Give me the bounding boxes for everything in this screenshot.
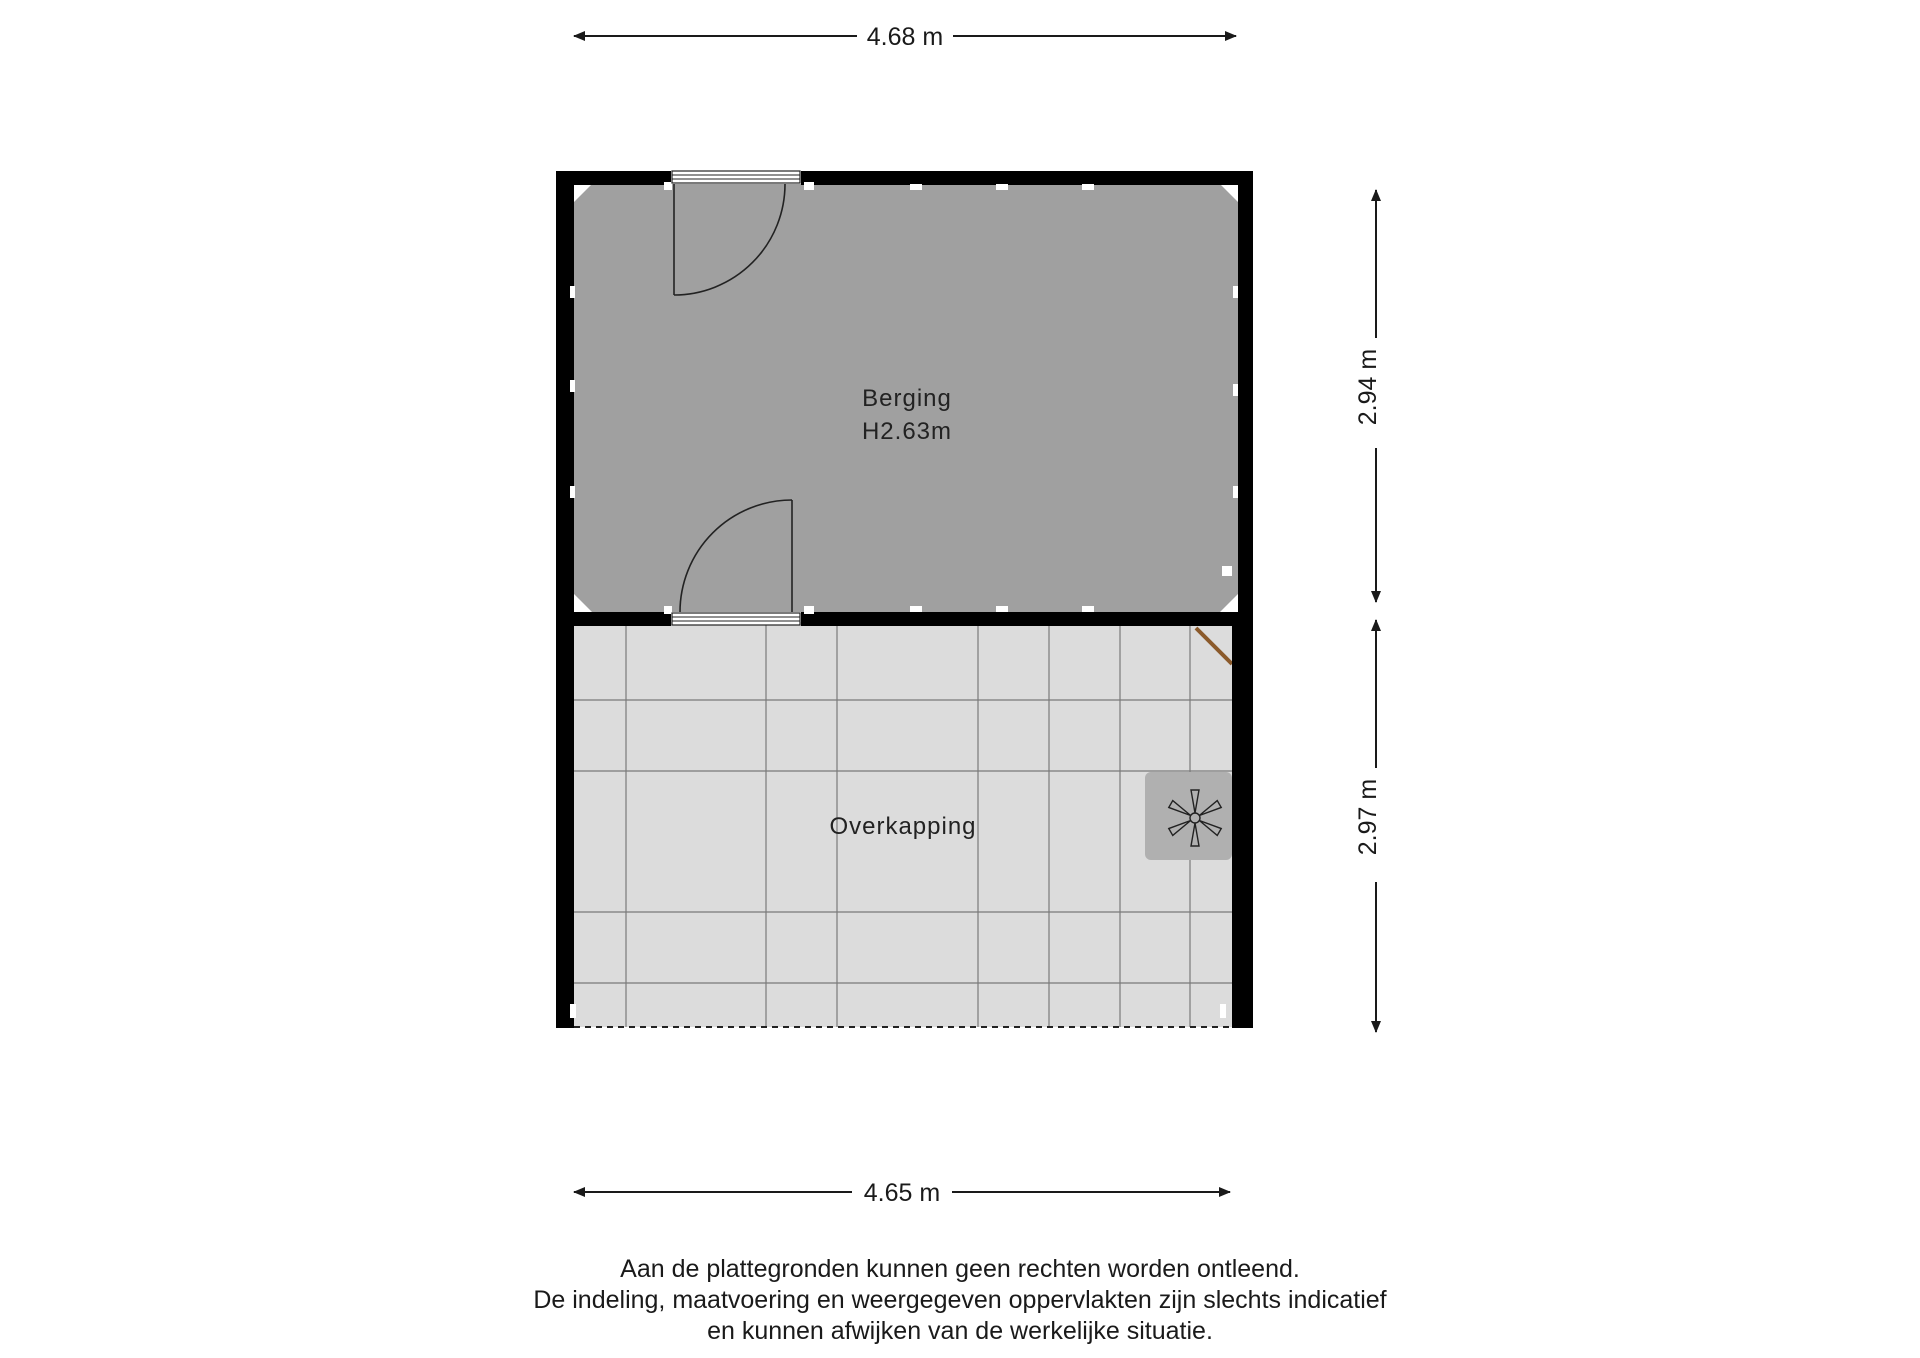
dimension-right-upper bbox=[1354, 190, 1382, 602]
dimension-top bbox=[574, 23, 1236, 51]
dimension-right-lower bbox=[1354, 620, 1382, 1032]
fan-icon bbox=[1145, 772, 1232, 860]
dimension-top-label: 4.68 m bbox=[866, 23, 944, 51]
dimension-right-upper-label: 2.94 m bbox=[1354, 348, 1382, 426]
disclaimer-line-3: en kunnen afwijken van de werkelijke situatie. bbox=[707, 1317, 1213, 1345]
room-overkapping bbox=[574, 622, 1232, 1027]
disclaimer-line-1: Aan de plattegronden kunnen geen rechten worden ontleend. bbox=[620, 1255, 1300, 1283]
dimension-bottom bbox=[574, 1179, 1230, 1207]
room-label-overkapping: Overkapping bbox=[829, 813, 977, 840]
room-height-berging: H2.63m bbox=[861, 418, 953, 445]
disclaimer-line-2: De indeling, maatvoering en weergegeven oppervlakten zijn slechts indicatief bbox=[533, 1286, 1387, 1314]
dimension-bottom-label: 4.65 m bbox=[863, 1179, 941, 1207]
disclaimer bbox=[0, 1254, 1920, 1347]
dimension-right-lower-label: 2.97 m bbox=[1354, 778, 1382, 856]
room-label-berging: Berging bbox=[862, 385, 952, 412]
